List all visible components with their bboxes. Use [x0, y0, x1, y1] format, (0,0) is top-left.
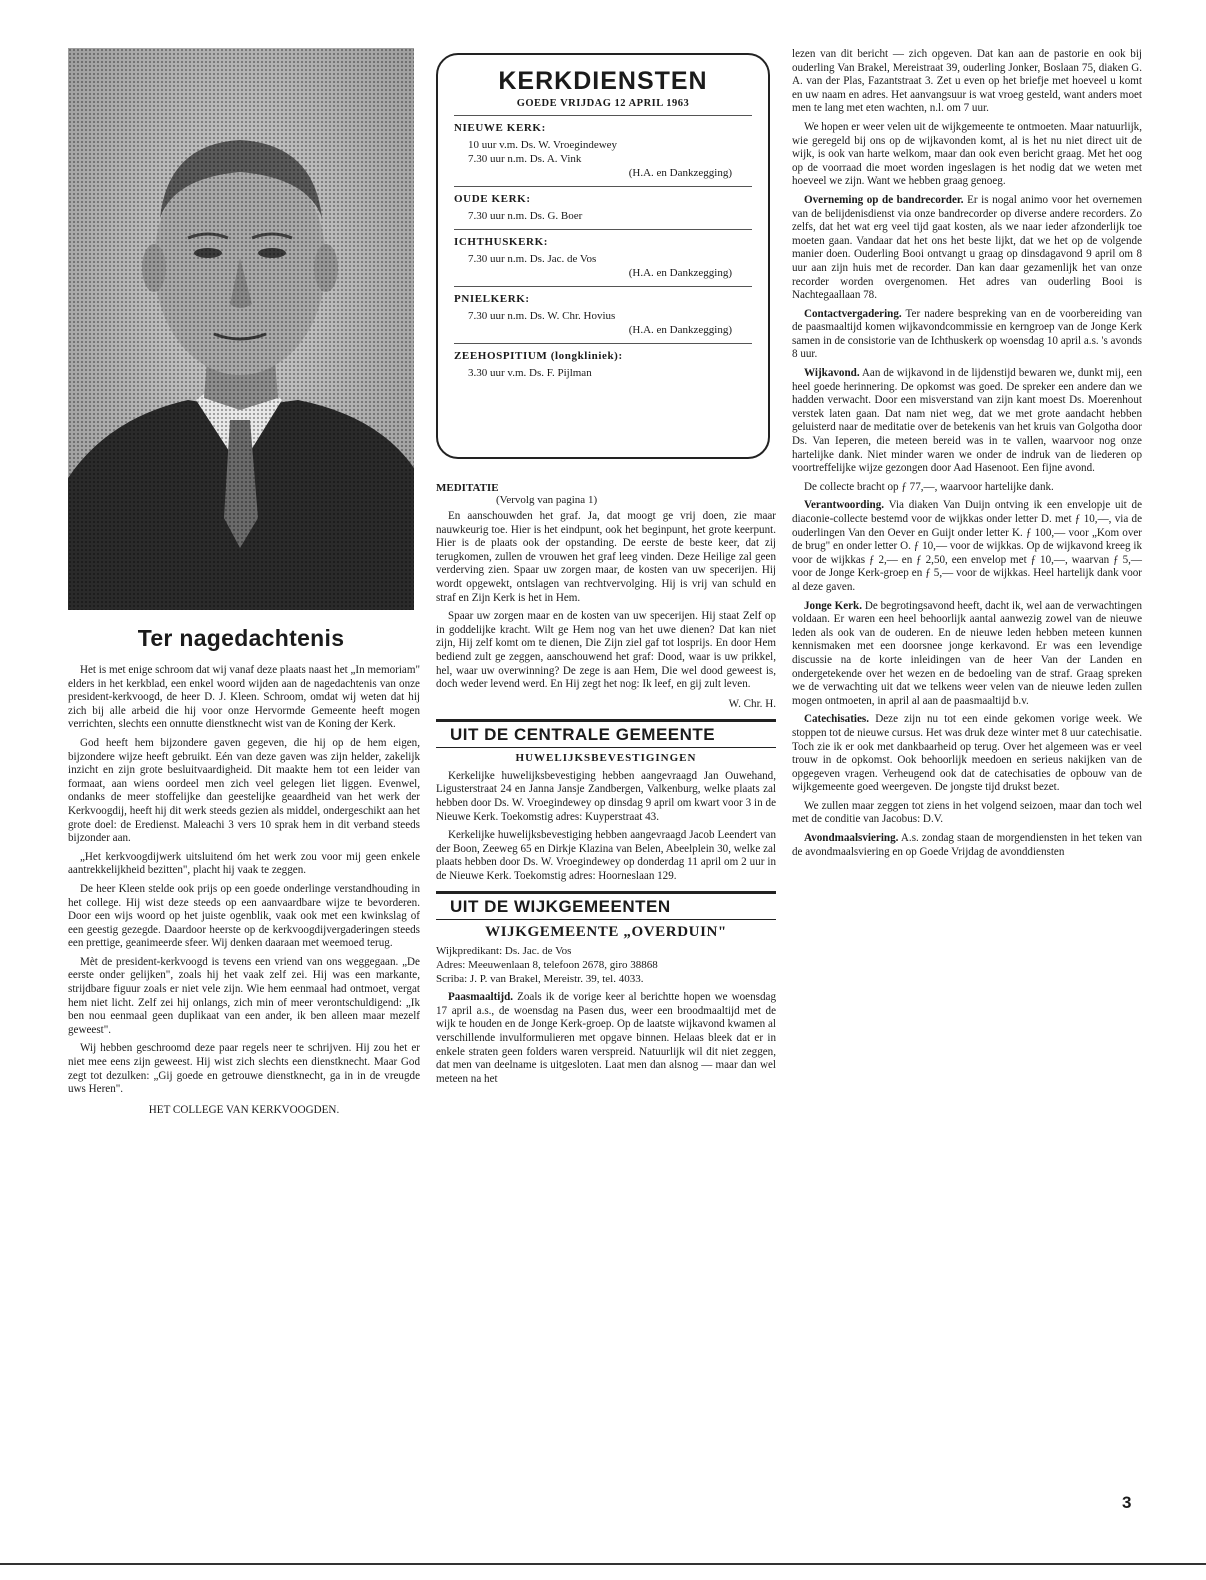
col3-item: [792, 367, 1142, 476]
paragraph-lead: Wijkavond.: [804, 367, 860, 380]
paragraph-lead: Overneming op de bandrecorder.: [804, 193, 964, 206]
memorial-paragraph: God heeft hem bijzondere gaven gegeven, die hij op de hem eigen, bijzondere wijze heeft gebruikt. Eén van deze gaven was zijn helder, zakelijk inzicht en zijn grote besluitvaardigheid. Dit maakte hem tot een leider van formaat, aan wiens oordeel men zich veel gelegen liet liggen. Evenwel, ondanks de meer stoffelijke dan geestelijke geaardheid van het werk der Kerkvoogdij, heeft hij dit werk steeds gezien als middel, ondergeschikt aan het grote doel: de Eredienst. Maleachi 3 vers 10 sprak hem in dit verband steeds bijzonder aan.: [68, 736, 420, 845]
divider: [454, 229, 752, 230]
col3-item: [792, 308, 1142, 362]
service-line: 3.30 uur v.m. Ds. F. Pijlman: [468, 367, 592, 379]
service-note: (H.A. en Dankzegging): [628, 167, 732, 179]
divider: [454, 286, 752, 287]
col3-item: [792, 713, 1142, 795]
col3-item: [792, 800, 1142, 827]
wijk-paragraph: [436, 991, 776, 1086]
memorial-paragraph: „Het kerkvoogdijwerk uitsluitend óm het werk zou voor mij geen enkele aantrekkelijkheid bezitten", placht hij vaak te zeggen.: [68, 850, 420, 877]
centrale-subheader: HUWELIJKSBEVESTIGINGEN: [515, 751, 697, 764]
bottom-rule: [0, 1563, 1206, 1565]
memorial-signature: HET COLLEGE VAN KERKVOOGDEN.: [148, 1103, 340, 1116]
church-name: NIEUWE KERK:: [454, 122, 546, 134]
paragraph-body: Via diaken Van Duijn ontving ik een envelopje uit de diaconie-collecte bestemd voor de wijkkas onder letter D. met ƒ 10,—, via de ouderlingen Van den Oever en Guijt onder letter K. ƒ 100,— voor „Kom over de brug" en onder letter O. ƒ 10,— voor de wijkkas. Op de wijkavond kreeg ik voor de wijkkas ƒ 2,— en ƒ 2,50, een envelop met ƒ 10,—, waarvan ƒ 5,— voor de Jonge Kerk-groep en ƒ 5,— voor de wijkkas. Heel hartelijk dank voor al deze gaven.: [792, 499, 1142, 593]
church-name: PNIELKERK:: [454, 293, 530, 305]
col3-paragraph: lezen van dit bericht — zich opgeven. Dat kan aan de pastorie en ook bij ouderling Van Brakel, Mereistraat 39, ouderling Jonker, Boslaan 75, diaken G. A. van der Plas, Fazantstraat 3. Zet u even op het briefje met hoeveel u komt en uw naam en adres. Het aanvangsuur is wat vroeg gesteld, want anders moet men te lang met eten wachten, n.l. om 7 uur.: [792, 48, 1142, 115]
paragraph-body: Ter nadere bespreking van en de voorbereiding van de paasmaaltijd komen wijkavondcommissie en kerngroep van de Jonge Kerk samen in de consistorie van de Ichthuskerk op woensdag 10 april a.s. 's avonds 8 uur.: [792, 307, 1142, 361]
meditatie-signature: W. Chr. H.: [728, 697, 776, 710]
meditatie-header: MEDITATIE: [436, 482, 499, 494]
right-column: [792, 48, 1142, 864]
col3-item: [792, 481, 1142, 495]
service-note: (H.A. en Dankzegging): [628, 267, 732, 279]
service-line: 7.30 uur n.m. Ds. W. Chr. Hovius: [468, 310, 616, 322]
paragraph-lead: Paasmaaltijd.: [448, 991, 514, 1004]
wijk-address-line: Wijkpredikant: Ds. Jac. de Vos: [436, 945, 572, 958]
paragraph-body: Zoals ik de vorige keer al berichtte hopen we woensdag 17 april a.s., de woensdag na Pasen dus, weer een broodmaaltijd met de wijk te houden en de Jonge Kerk-groep. Op de laatste wijkavond kwamen al verschillende invulformulieren met opgave binnen. Helaas bleek dat er in enkele straten geen folders waren verspreid. Natuurlijk wil dit niet zeggen, dat men van deelname is uitgesloten. Laat men dan alsnog — maar dan wel meteen na het: [436, 991, 776, 1085]
kerkdiensten-box: [436, 53, 770, 459]
memorial-paragraph: Wij hebben geschroomd deze paar regels neer te schrijven. Hij zou het er niet mee eens zijn geweest. Hij wist zich slechts een dienstknecht. Maar God zegt tot dezulken: „Gij goede en getrouwe dienstknecht, ga in in de vreugde uws Heren".: [68, 1042, 420, 1096]
centrale-paragraph: Kerkelijke huwelijksbevestiging hebben aangevraagd Jan Ouwehand, Ligusterstraat 24 en Janna Jansje Zandbergen, Valkenburg, welke plaats zal hebben door Ds. W. Vroegindewey op dinsdag 9 april om kwart voor 3 in de Nieuwe Kerk. Toekomstig adres: Kuyperstraat 43.: [436, 769, 776, 823]
divider: [454, 115, 752, 116]
paragraph-body: We zullen maar zeggen tot ziens in het volgend seizoen, maar dan toch wel met de conditie van Jacobus: D.V.: [792, 799, 1142, 826]
paragraph-body: Aan de wijkavond in de lijdenstijd bewaren we, dunkt mij, een heel goede herinnering. De opkomst was goed. De spreker een andere dan we hadden verwacht. Door een misverstand van zijn kant moest Ds. Moerenhout verstek laten gaan. Dat nam niet weg, dat we met grote aandacht hebben geluisterd naar de meditatie over de betekenis van het kruis van Golgotha door Ds. Van Ieperen, die meteen bereid was in te vallen, waarvoor nog onze hartelijke dank. Niet minder waren we onder de indruk van de liederen op voortreffelijke wijze gezongen door Aad Hasenoot. Een fijne avond.: [792, 367, 1142, 475]
portrait-photo: [68, 48, 414, 610]
paragraph-body: Er is nogal animo voor het overnemen van de belijdenisdienst via onze bandrecorder op diverse andere recorders. Zo zelfs, dat het wat erg veel tijd gaat kosten, als we naar ieder afzonderlijk toe moeten gaan. Vandaar dat het ons het beste lijkt, dat we het op de volgende manier doen. Ouderling Booi ontvangt u graag op dinsdagavond 9 april om 8 uur aan zijn huis met de recorder. Dan kan daar gezamenlijk het van onze recorder worden overgenomen. Het adres van ouderling Booi is Nachtegaallaan 78.: [792, 193, 1142, 302]
centrale-paragraph: Kerkelijke huwelijksbevestiging hebben aangevraagd Jacob Leendert van der Boon, Zeeweg 65 en Dirkje Klazina van Belen, Abeelplein 30, welke zal plaats hebben door Ds. W. Vroegindewey op donderdag 11 april om 2 uur in de Nieuwe Kerk. Toekomstig adres: Hoorneslaan 129.: [436, 829, 776, 882]
middle-column: [436, 482, 776, 1091]
paragraph-lead: Contactvergadering.: [804, 307, 902, 320]
page-number: 3: [1122, 1493, 1132, 1512]
divider: [454, 343, 752, 344]
kerkdiensten-title: KERKDIENSTEN: [498, 67, 708, 95]
paragraph-body: Deze zijn nu tot een einde gekomen vorige week. We stoppen tot de nieuwe cursus. Het was druk deze winter met 8 uur catechisatie. Toch zie ik er ook met dankbaarheid op terug. Over het algemeen was er veel trouw in de opkomst. Ook behoorlijk meedoen en serieus nakijken van de opgegeven vragen. Verheugend ook dat de catechisaties de opbouw van de wijkgemeente goed weergeven. De jongste tijd drukst bezet.: [792, 713, 1142, 794]
paragraph-lead: Avondmaalsviering.: [804, 832, 899, 845]
memorial-title: Ter nagedachtenis: [137, 625, 345, 651]
col3-item: [792, 832, 1142, 859]
paragraph-body: A.s. zondag staan de morgendiensten in het teken van de avondmaalsviering en op Goede Vrijdag de avonddiensten: [792, 832, 1142, 858]
wijk-address-line: Adres: Meeuwenlaan 8, telefoon 2678, giro 38868: [436, 959, 658, 972]
divider: [454, 186, 752, 187]
centrale-header: UIT DE CENTRALE GEMEENTE: [436, 719, 776, 748]
service-line: 7.30 uur n.m. Ds. A. Vink: [468, 153, 582, 165]
wijk-header: UIT DE WIJKGEMEENTEN: [436, 891, 776, 920]
service-note: (H.A. en Dankzegging): [628, 324, 732, 336]
col3-paragraph: We hopen er weer velen uit de wijkgemeente te ontmoeten. Maar natuurlijk, wie geregeld bij ons op de wijkavonden komt, al is het nu niet direct uit de wijk, is ook van harte welkom, maar dan ook even bericht graag. Met het oog op de voorraad die moet worden ingeslagen is het nodig dat we weten met hoeveel we zijn. Want we hebben graag genoeg.: [792, 120, 1142, 188]
col3-item: [792, 600, 1142, 709]
col3-item: [792, 194, 1142, 303]
paragraph-body: De begrotingsavond heeft, dacht ik, wel aan de verwachtingen voldaan. Er waren een heel behoorlijk aantal aanwezig zowel van de nieuwe leden als ook van de ouderen. En de nieuwe leden hebben meteen kunnen kennismaken met een doorsnee jonge kerkavond. Er was een levendige discussie na de korte inleidingen van de heer Van der Landen en ondergetekende over het wezen en de bedoeling van de straf. Graag spreken we de verwachting uit dat we telkens weer velen van de nieuwe leden zullen mogen ontmoeten, in april al aan de paasmaaltijd b.v.: [792, 599, 1142, 707]
church-name: OUDE KERK:: [454, 193, 531, 205]
paragraph-lead: Catechisaties.: [804, 713, 870, 726]
meditatie-paragraph: Spaar uw zorgen maar en de kosten van uw specerijen. Hij staat Zelf op in goddelijke kracht. Wilt ge Hem nog van het uwe dienen? Dat kan niet zijn, Hij zelf komt om te dienen, Die Zijn ziel gaf tot losprijs. En door Hem bediend zult ge zeggen, aanschouwend het graf: Dood, waar is uw prikkel, hel, waar uw overwinning? De zege is aan Hem, Die wel dood geweest is, doch weder levend werd. En Hij zegt het nog: Ik leef, en gij zult leven.: [436, 610, 776, 691]
memorial-paragraph: Mèt de president-kerkvoogd is tevens een vriend van ons weggegaan. „De eerste onder gelijken", zoals hij het vaak zelf zei. Hij was een markante, strijdbare figuur zoals er niet vele zijn. Wie hem eenmaal had ontmoet, vergat hem niet licht. Zelf zei hij onlangs, zich min of meer verontschuldigend: „Ik ben nou eenmaal geen duplikaat van een ander, ik ben alleen maar mezelf geweest".: [68, 955, 420, 1036]
paragraph-lead: Verantwoording.: [804, 499, 885, 512]
memorial-paragraph: Het is met enige schroom dat wij vanaf deze plaats naast het „In memoriam" elders in het kerkblad, een enkel woord wijden aan de nagedachtenis van onze president-kerkvoogd, de heer D. J. Kleen. Schroom, omdat wij weten dat hij zich bij alle arbeid die hij voor onze Hervormde Gemeente heeft mogen verrichten, slechts een onnutte dienstknecht wist van de Koning der Kerk.: [68, 664, 420, 731]
service-line: 7.30 uur n.m. Ds. G. Boer: [468, 210, 583, 222]
paragraph-lead: Jonge Kerk.: [804, 599, 862, 612]
church-name: ICHTHUSKERK:: [454, 236, 548, 248]
meditatie-subheader: (Vervolg van pagina 1): [496, 494, 598, 506]
memorial-paragraph: De heer Kleen stelde ook prijs op een goede onderlinge verstandhouding in het college. Hij wist deze steeds op een aanvaardbare wijze te bevorderen. Door een wijs woord op het juiste ogenblik, vaak ook met een kwinkslag of een geestig gezegde. Daardoor heerste op de kerkvoogdijvergaderingen steeds een prettige, geanimeerde sfeer. Wij denken daaraan met weemoed terug.: [68, 882, 420, 950]
col3-item: [792, 499, 1142, 594]
paragraph-body: De collecte bracht op ƒ 77,—, waarvoor hartelijke dank.: [804, 480, 1054, 493]
memorial-column: [68, 664, 420, 1117]
meditatie-paragraph: En aanschouwden het graf. Ja, dat moogt ge vrij doen, zie maar nauwkeurig toe. Hier is het eindpunt, ook het beginpunt, het grote keerpunt. Hier is de plaats ook der opstanding. De eerste de beste keer, dat zij terugkomen, zullen de vrouwen het graf leeg vinden. Deze Heilige zal geen verderving zien. Spaar uw zorgen maar, de kosten van uw specerijen. Hij wordt opgewekt, ontslagen van rechtvervolging. Hij is vrij van schuld en straf en Zijn Kerk is het in Hem.: [436, 510, 776, 604]
church-name: ZEEHOSPITIUM (longkliniek):: [454, 350, 623, 362]
service-line: 7.30 uur n.m. Ds. Jac. de Vos: [468, 253, 597, 265]
wijk-address-line: Scriba: J. P. van Brakel, Mereistr. 39, tel. 4033.: [436, 972, 644, 985]
kerkdiensten-date: GOEDE VRIJDAG 12 APRIL 1963: [516, 98, 690, 109]
service-line: 10 uur v.m. Ds. W. Vroegindewey: [468, 139, 618, 151]
wijk-subheader: WIJKGEMEENTE „OVERDUIN": [485, 924, 727, 941]
portrait-image: [68, 48, 414, 610]
